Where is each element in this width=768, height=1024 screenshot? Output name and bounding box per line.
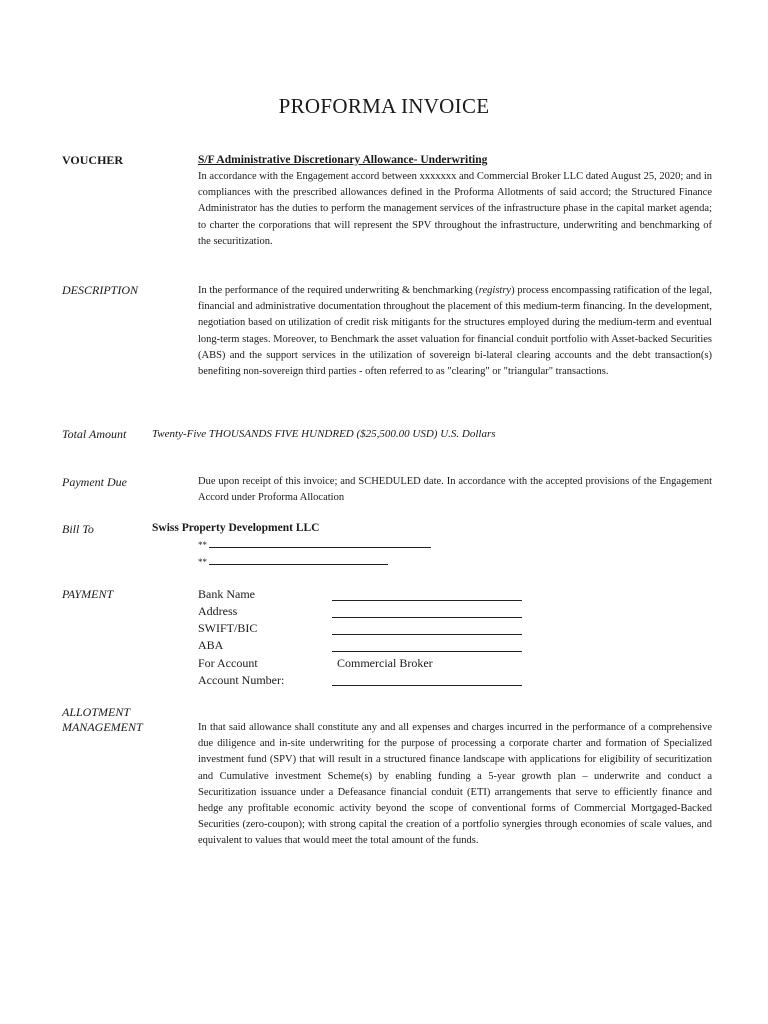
total-amount-label: Total Amount [62, 427, 127, 441]
payment-row-line [332, 650, 522, 652]
allotment-label-line2: MANAGEMENT [62, 720, 143, 734]
bill-to-line-1 [198, 539, 431, 551]
description-text-after: ) process encompassing ratification of the legal, financial and administrative documentation throughout the placement of this medium-term financing. In the development, negotiation based on utilization of credit risk mitigants for the structures employed during the medium-term and eventual long-term stages. Moreover, to Benchmark the asset valuation for financial conduit portfolio with Asset-backed Securities (ABS) and the support services in the utilization of sovereign bi-lateral clearing accounts and the debt transaction(s) benefiting non-sovereign third parties - often referred to as "clearing" or "triangular" transactions. [198, 285, 712, 378]
bill-line-prefix: ** [198, 557, 207, 567]
description-text-italic: registry [478, 285, 512, 296]
page-title: PROFORMA INVOICE [278, 94, 490, 118]
payment-row-label: ABA [198, 638, 224, 652]
payment-row-label: Address [198, 604, 238, 618]
voucher-heading: S/F Administrative Discretionary Allowance- Underwriting [198, 154, 488, 166]
bill-to-line-2 [198, 556, 388, 568]
allotment-text: In that said allowance shall constitute any and all expenses and charges incurred in the performance of a comprehensive due diligence and in-site underwriting for the purpose of processing a corporate charter and formation of Specialized investment fund (SPV) that will result in a structured finance landscape with applications for eligibility of securitization and Cumulative investment Scheme(s) by enabling funding a 5-year growth plan – underwrite and conduct a Securitization issuance under a Defeasance financial conduit (ETI) arrangements that serve to efficiently finance and hedge any profitable economic activity beyond the scope of conventional forms of Commercial Mortgaged-Backed Securities (zero-coupon); with strong capital the creation of a portfolio synergies through economies of scale values, and equivalent to values that would meet the total amount of the funds. [198, 722, 712, 847]
payment-row-label: Bank Name [198, 587, 255, 601]
payment-row-line [332, 599, 522, 601]
payment-row-line [332, 616, 522, 618]
bill-line-rule [209, 556, 388, 565]
bill-to-name: Swiss Property Development LLC [152, 522, 320, 534]
payment-row-label: Account Number: [198, 673, 285, 687]
allotment-label-line1: ALLOTMENT [62, 705, 131, 719]
payment-row-value: Commercial Broker [337, 656, 433, 670]
bill-line-rule [209, 539, 431, 548]
description-text [198, 283, 712, 380]
payment-row-label: For Account [198, 656, 258, 670]
voucher-text: In accordance with the Engagement accord between xxxxxxx and Commercial Broker LLC dated August 25, 2020; and in compliances with the prescribed allowances defined in the Proforma Allotments of said accord; the Structured Finance Administrator has the duties to perform the management services of the infrastructure phase in the capital market agenda; to charter the corporations that will represent the SPV throughout the infrastructure, underwriting and benchmarking of the securitization. [198, 171, 712, 247]
payment-row-label: SWIFT/BIC [198, 621, 258, 635]
description-label: DESCRIPTION [62, 283, 138, 297]
payment-due-label: Payment Due [62, 475, 127, 489]
payment-row-line [332, 684, 522, 686]
description-text-before: In the performance of the required underwriting & benchmarking ( [198, 285, 479, 296]
bill-to-label: Bill To [62, 522, 94, 536]
payment-label: PAYMENT [62, 587, 114, 601]
payment-row-line [332, 633, 522, 635]
payment-due-text: Due upon receipt of this invoice; and SCHEDULED date. In accordance with the accepted provisions of the Engagement Accord under Proforma Allocation [198, 476, 712, 504]
total-amount-value: Twenty-Five THOUSANDS FIVE HUNDRED ($25,500.00 USD) U.S. Dollars [152, 428, 496, 440]
bill-line-prefix: ** [198, 540, 207, 550]
voucher-label: VOUCHER [62, 153, 124, 167]
